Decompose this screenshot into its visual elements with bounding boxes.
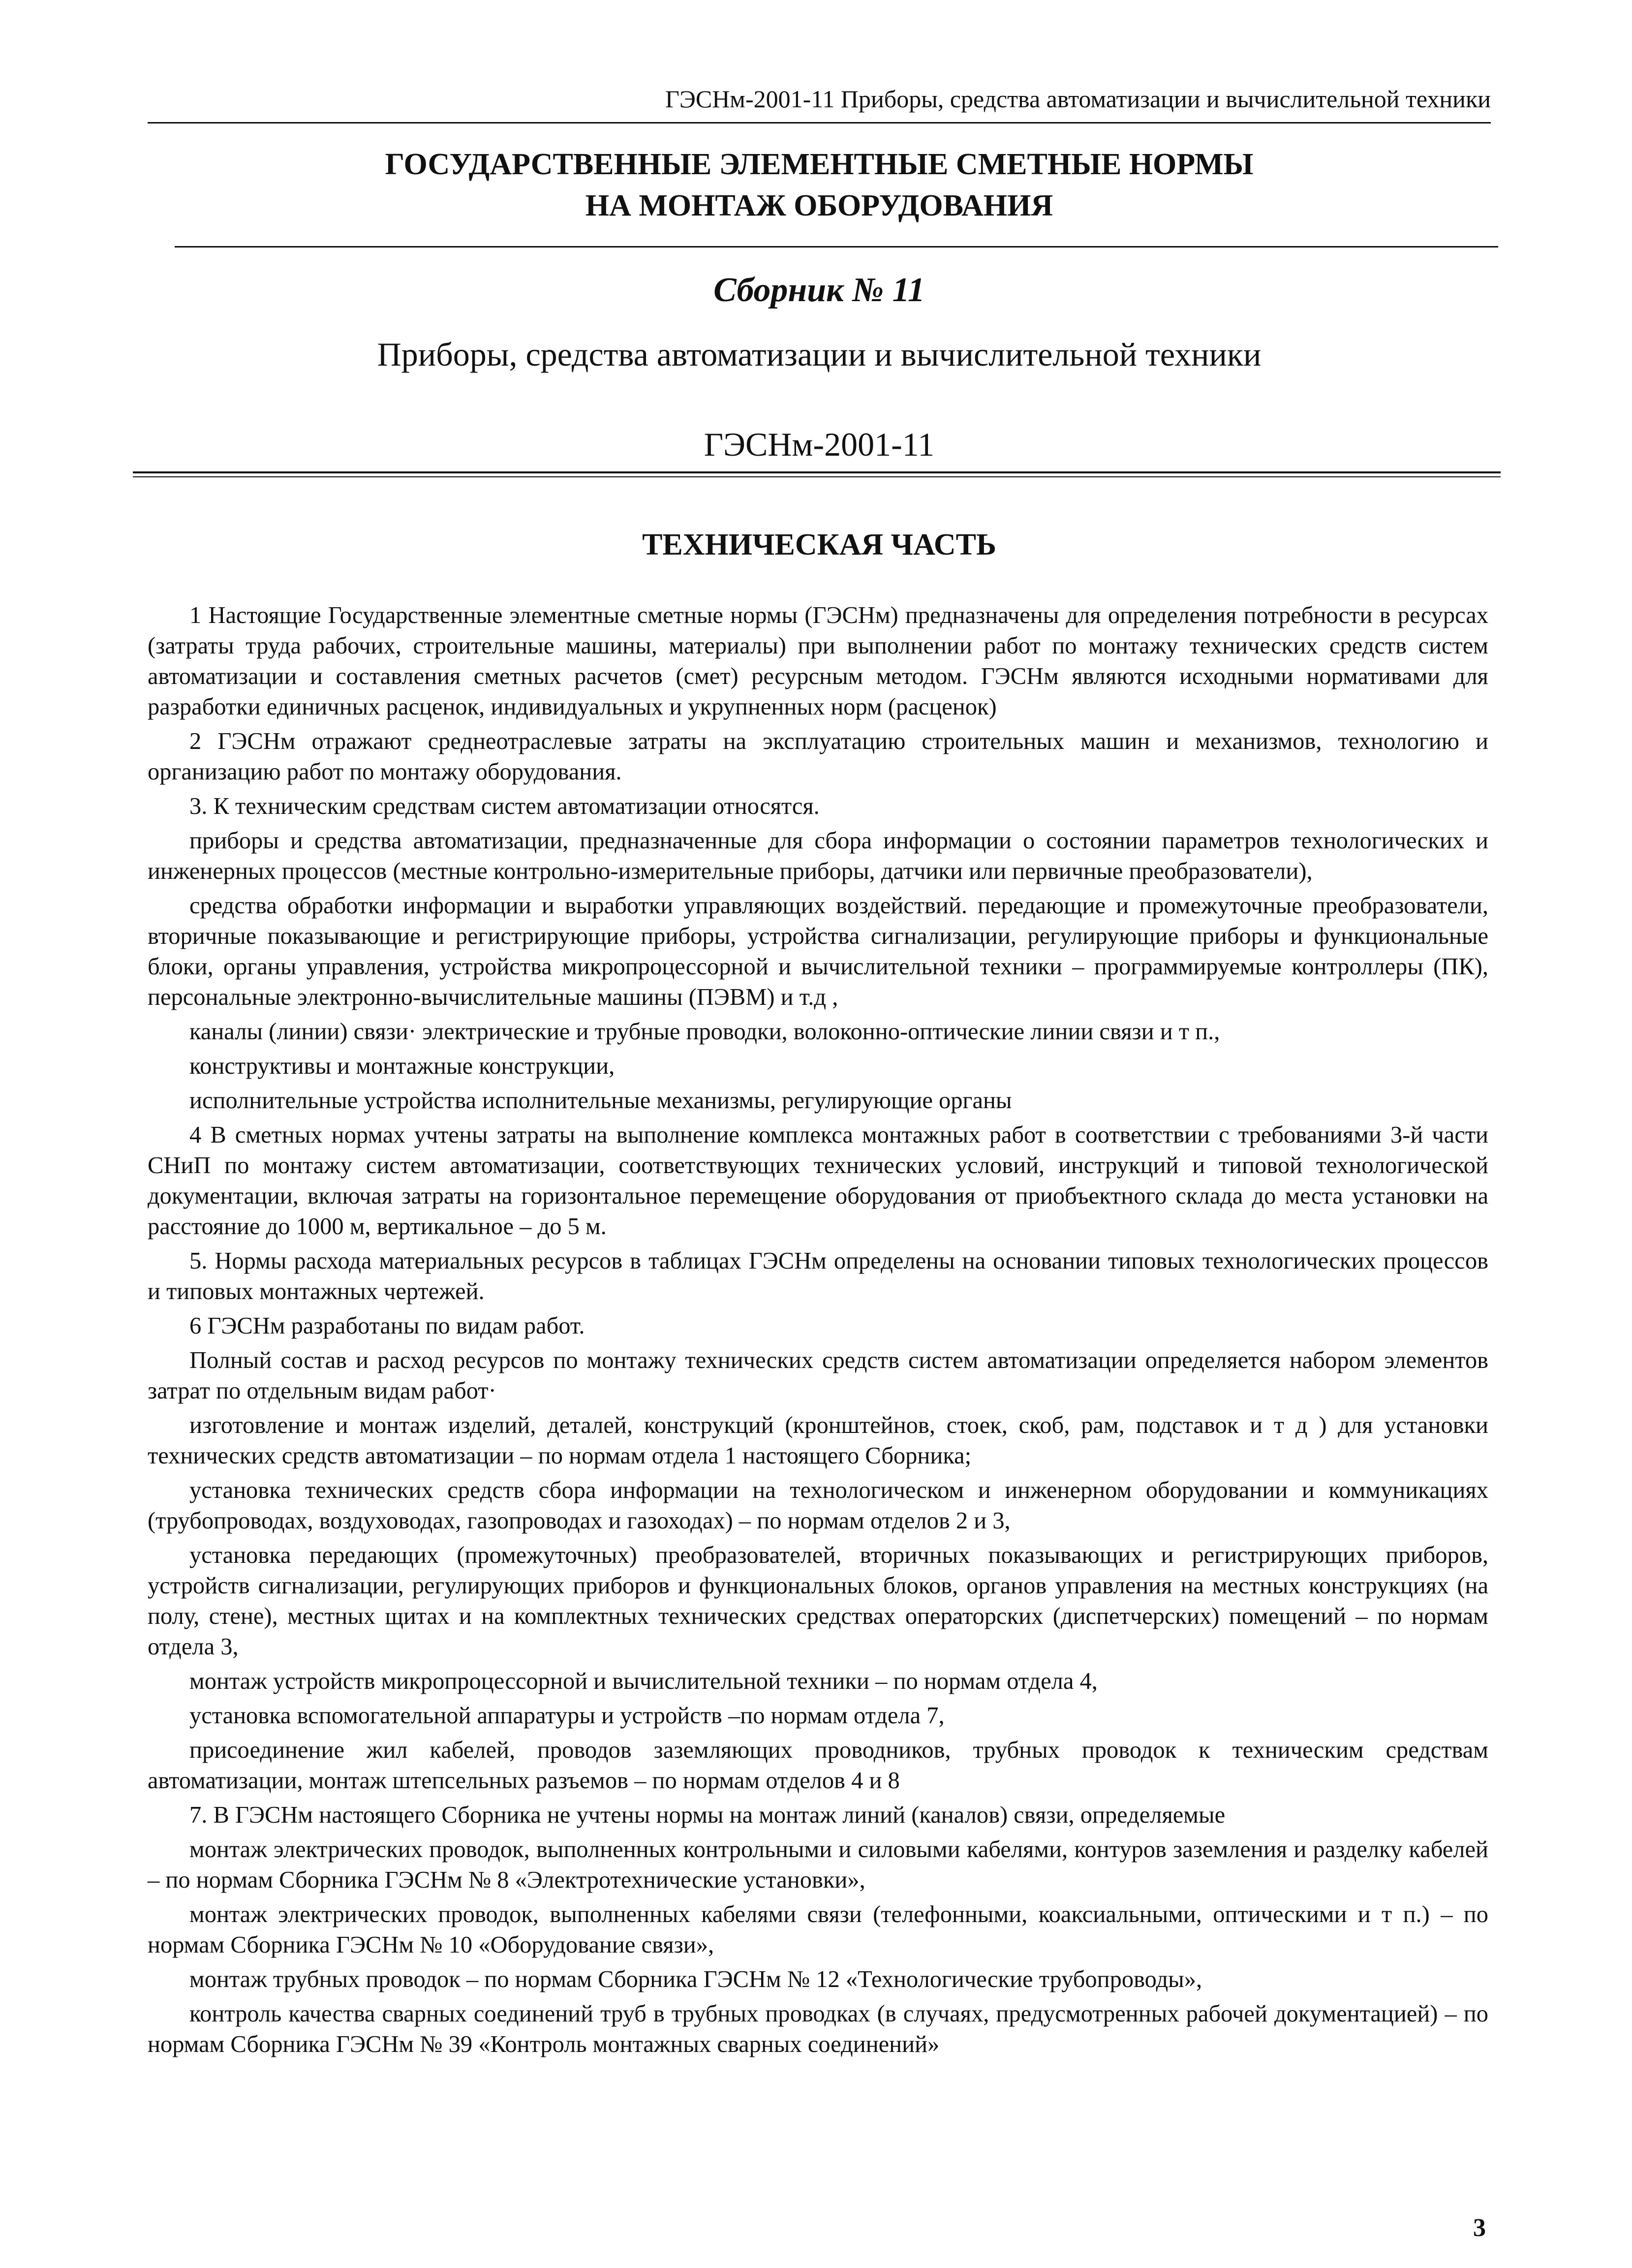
main-title-line-1: ГОСУДАРСТВЕННЫЕ ЭЛЕМЕНТНЫЕ СМЕТНЫЕ НОРМЫ [385,148,1254,181]
paragraph: присоединение жил кабелей, проводов заземляющих проводников, трубных проводок к техническим средствам автоматизации, монтаж штепсельных разъемов – по нормам отделов 4 и 8 [148,1737,1488,1794]
header-rule [148,122,1491,124]
paragraph: монтаж электрических проводок, выполненных кабелями связи (телефонными, коаксиальными, оптическими и т п.) – по нормам Сборника ГЭСНм № 10 «Оборудование связи», [148,1901,1488,1958]
paragraph: 1 Настоящие Государственные элементные сметные нормы (ГЭСНм) предназначены для определения потребности в ресурсах (затраты труда рабочих, строительные машины, материалы) при выполнении работ по монтажу технических средств систем автоматизации и составления сметных расчетов (смет) ресурсным методом. ГЭСНм являются исходными нормативами для разработки единичных расценок, индивидуальных и укрупненных норм (расценок) [148,602,1488,720]
paragraph: средства обработки информации и выработки управляющих воздействий. передающие и промежуточные преобразователи, вторичные показывающие и регистрирующие приборы, устройства сигнализации, регулирующие приборы и функциональные блоки, органы управления, устройства микропроцессорной и вычислительной техники – программируемые контроллеры (ПК), персональные электронно-вычислительные машины (ПЭВМ) и т.д , [148,893,1488,1010]
code-rule-thick [133,471,1501,473]
paragraph: 2 ГЭСНм отражают среднеотраслевые затраты на эксплуатацию строительных машин и механизмов, технологию и организацию работ по монтажу оборудования. [148,728,1488,785]
paragraph: монтаж трубных проводок – по нормам Сборника ГЭСНм № 12 «Технологические трубопроводы», [189,1966,1202,1992]
paragraph: установка технических средств сбора информации на технологическом и инженерном оборудовании и коммуникациях (трубопроводах, воздуховодах, газопроводах и газоходах) – по нормам отделов 2 и 3, [148,1477,1488,1534]
code-rule-thin [133,476,1501,477]
main-title [148,144,1491,226]
paragraph: приборы и средства автоматизации, предназначенные для сбора информации о состоянии параметров технологических и инженерных процессов (местные контрольно-измерительные приборы, датчики или первичные преобразователи), [148,828,1488,884]
paragraph: исполнительные устройства исполнительные механизмы, регулирующие органы [189,1087,1012,1114]
paragraph: монтаж устройств микропроцессорной и вычислительной техники – по нормам отдела 4, [189,1668,1098,1694]
paragraph: каналы (линии) связи· электрические и трубные проводки, волоконно-оптические линии связи и т п., [189,1019,1220,1045]
paragraph: 6 ГЭСНм разработаны по видам работ. [189,1313,585,1339]
page-number: 3 [1473,2214,1486,2242]
paragraph: установка вспомогательной аппаратуры и устройств –по нормам отдела 7, [189,1703,945,1729]
paragraph: Полный состав и расход ресурсов по монтажу технических средств систем автоматизации определяется набором элементов затрат по отдельным видам работ· [148,1347,1488,1404]
collection-code: ГЭСНм-2001-11 [704,426,935,463]
paragraph: конструктивы и монтажные конструкции, [189,1053,615,1079]
section-title: ТЕХНИЧЕСКАЯ ЧАСТЬ [642,528,996,561]
paragraph: монтаж электрических проводок, выполненных контрольными и силовыми кабелями, контуров заземления и разделку кабелей – по нормам Сборника ГЭСНм № 8 «Электротехнические установки», [148,1836,1488,1893]
running-header: ГЭСНм-2001-11 Приборы, средства автоматизации и вычислительной техники [665,85,1491,113]
paragraph: 5. Нормы расхода материальных ресурсов в таблицах ГЭСНм определены на основании типовых технологических процессов и типовых монтажных чертежей. [148,1248,1488,1305]
body-text [148,600,1488,2064]
paragraph: установка передающих (промежуточных) преобразователей, вторичных показывающих и регистрирующих приборов, устройств сигнализации, регулирующих приборов и функциональных блоков, органов управления на местных конструкциях (на полу, стене), местных щитах и на комплектных технических средствах операторских (диспетчерских) помещений – по нормам отдела 3, [148,1542,1488,1660]
paragraph: 4 В сметных нормах учтены затраты на выполнение комплекса монтажных работ в соответствии с требованиями 3-й части СНиП по монтажу систем автоматизации, соответствующих технических условий, инструкций и типовой технологической документации, включая затраты на горизонтальное перемещение оборудования от приобъектного склада до места установки на расстояние до 1000 м, вертикальное – до 5 м. [148,1122,1488,1240]
paragraph: 7. В ГЭСНм настоящего Сборника не учтены нормы на монтаж линий (каналов) связи, определяемые [189,1802,1226,1828]
paragraph: контроль качества сварных соединений труб в трубных проводках (в случаях, предусмотренных рабочей документацией) – по нормам Сборника ГЭСНм № 39 «Контроль монтажных сварных соединений» [148,2001,1488,2057]
title-rule [175,246,1498,248]
paragraph: 3. К техническим средствам систем автоматизации относятся. [189,793,820,819]
collection-name: Приборы, средства автоматизации и вычислительной техники [377,336,1262,373]
collection-label: Сборник № 11 [713,271,925,309]
paragraph: изготовление и монтаж изделий, деталей, конструкций (кронштейнов, стоек, скоб, рам, подставок и т д ) для установки технических средств автоматизации – по нормам отдела 1 настоящего Сборника; [148,1412,1488,1469]
main-title-line-2: НА МОНТАЖ ОБОРУДОВАНИЯ [585,189,1053,222]
